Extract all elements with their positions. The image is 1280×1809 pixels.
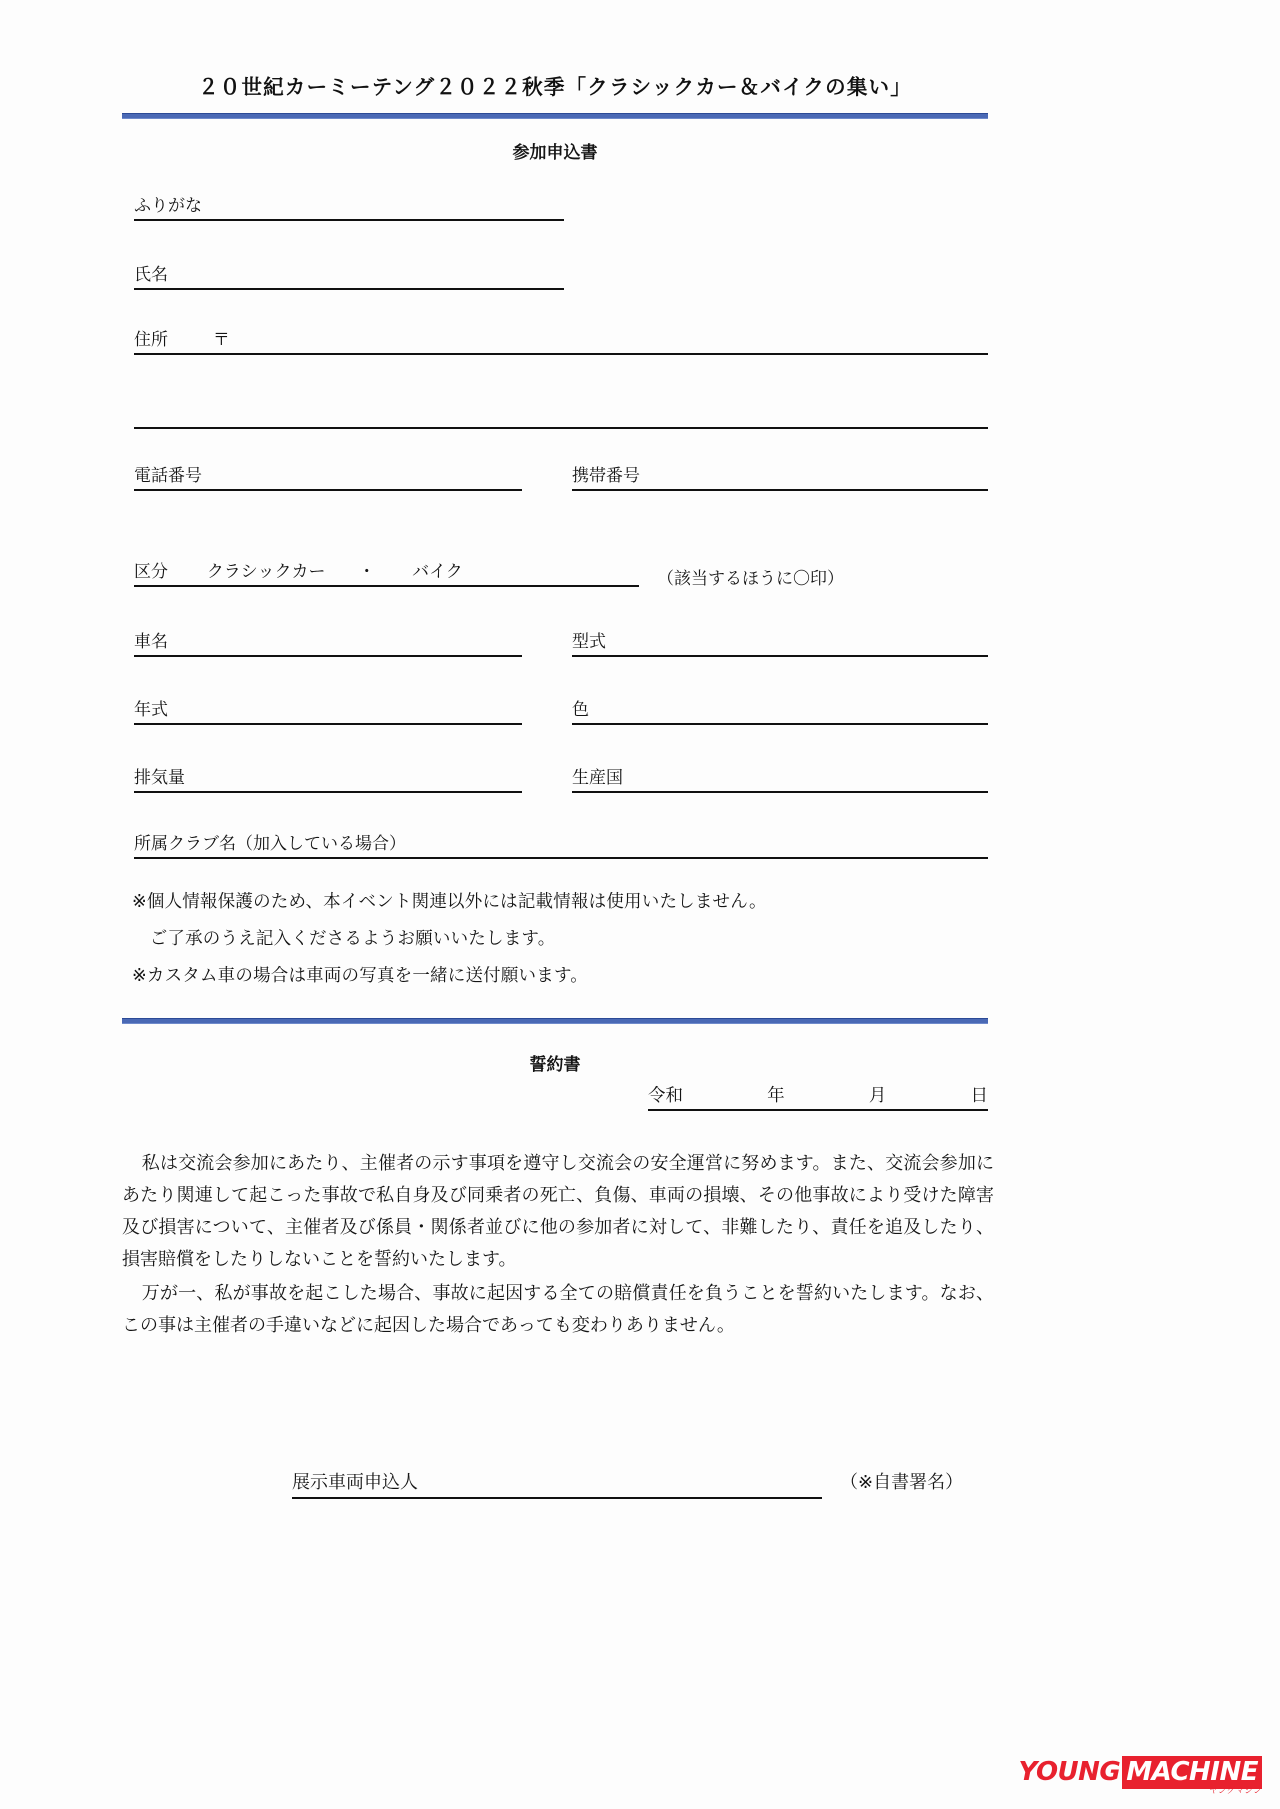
privacy-note-line-1: ※個人情報保護のため、本イベント関連以外には記載情報は使用いたしません。	[132, 892, 767, 912]
field-name[interactable]	[134, 265, 564, 290]
field-color-label: 色	[572, 700, 589, 720]
field-displacement[interactable]	[134, 768, 522, 793]
field-address-label: 住所	[134, 330, 168, 350]
field-model[interactable]	[572, 632, 988, 657]
signature-field[interactable]	[292, 1468, 822, 1499]
pledge-paragraph-1: 私は交流会参加にあたり、主催者の示す事項を遵守し交流会の安全運営に努めます。また、交流会参加にあたり関連して起こった事故で私自身及び同乗者の死亡、負傷、車両の損壊、その他事故により受けた障害及び損害について、主催者及び係員・関係者並びに他の参加者に対して、非難したり、責任を追及したり、損害賠償をしたりしないことを誓約いたします。	[122, 1153, 994, 1271]
logo-young-text: YOUNG	[1018, 1756, 1121, 1787]
field-mobile-label: 携帯番号	[572, 466, 640, 486]
custom-vehicle-note: ※カスタム車の場合は車両の写真を一緒に送付願います。	[132, 966, 588, 986]
signature-note: （※自書署名）	[840, 1472, 964, 1493]
pledge-body	[122, 1148, 994, 1342]
era-label: 令和	[648, 1086, 683, 1106]
field-furigana[interactable]	[134, 196, 564, 221]
pledge-date-line[interactable]	[648, 1082, 988, 1111]
field-country-label: 生産国	[572, 768, 623, 788]
page-title: ２０世紀カーミーテング２０２２秋季「クラシックカー＆バイクの集い」	[198, 75, 912, 99]
field-displacement-label: 排気量	[134, 768, 185, 788]
logo-machine-text: MACHINE	[1122, 1756, 1262, 1789]
signature-label: 展示車両申込人	[292, 1472, 418, 1493]
divider-middle	[122, 1018, 988, 1024]
divider-top	[122, 113, 988, 119]
young-machine-logo	[1018, 1756, 1262, 1796]
field-address-line2[interactable]	[134, 427, 988, 429]
category-separator: ・	[358, 562, 376, 582]
category-option-classic-car[interactable]: クラシックカー	[206, 562, 326, 582]
field-name-label: 氏名	[134, 265, 168, 285]
category-option-bike[interactable]: バイク	[412, 562, 463, 582]
privacy-note-line-2: ご了承のうえ記入くださるようお願いいたします。	[132, 929, 556, 949]
field-country[interactable]	[572, 768, 988, 793]
field-model-label: 型式	[572, 632, 606, 652]
application-heading: 参加申込書	[512, 143, 598, 163]
logo-wordmark	[1018, 1756, 1262, 1787]
field-club-name[interactable]	[134, 834, 988, 859]
pledge-heading: 誓約書	[529, 1055, 581, 1075]
field-color[interactable]	[572, 700, 988, 725]
field-year[interactable]	[134, 700, 522, 725]
field-telephone[interactable]	[134, 466, 522, 491]
field-vehicle-name[interactable]	[134, 632, 522, 657]
field-club-name-label: 所属クラブ名（加入している場合）	[134, 834, 406, 854]
field-furigana-label: ふりがな	[134, 196, 202, 216]
field-telephone-label: 電話番号	[134, 466, 202, 486]
field-vehicle-name-label: 車名	[134, 632, 168, 652]
year-unit-label: 年	[767, 1086, 785, 1106]
field-year-label: 年式	[134, 700, 168, 720]
month-unit-label: 月	[868, 1086, 887, 1106]
document-title-row	[122, 70, 988, 100]
postal-mark-icon: 〒	[212, 330, 230, 350]
pledge-paragraph-2: 万が一、私が事故を起こした場合、事故に起因する全ての賠償責任を負うことを誓約いたします。なお、この事は主催者の手違いなどに起因した場合であっても変わりありません。	[122, 1283, 994, 1337]
field-category-label: 区分	[134, 562, 168, 582]
field-mobile[interactable]	[572, 466, 988, 491]
field-category[interactable]	[134, 562, 639, 587]
category-note: （該当するほうに〇印）	[657, 569, 844, 589]
day-unit-label: 日	[970, 1086, 988, 1106]
field-address[interactable]	[134, 330, 988, 355]
logo-sub-text: ヤングマシン	[1209, 1785, 1262, 1796]
